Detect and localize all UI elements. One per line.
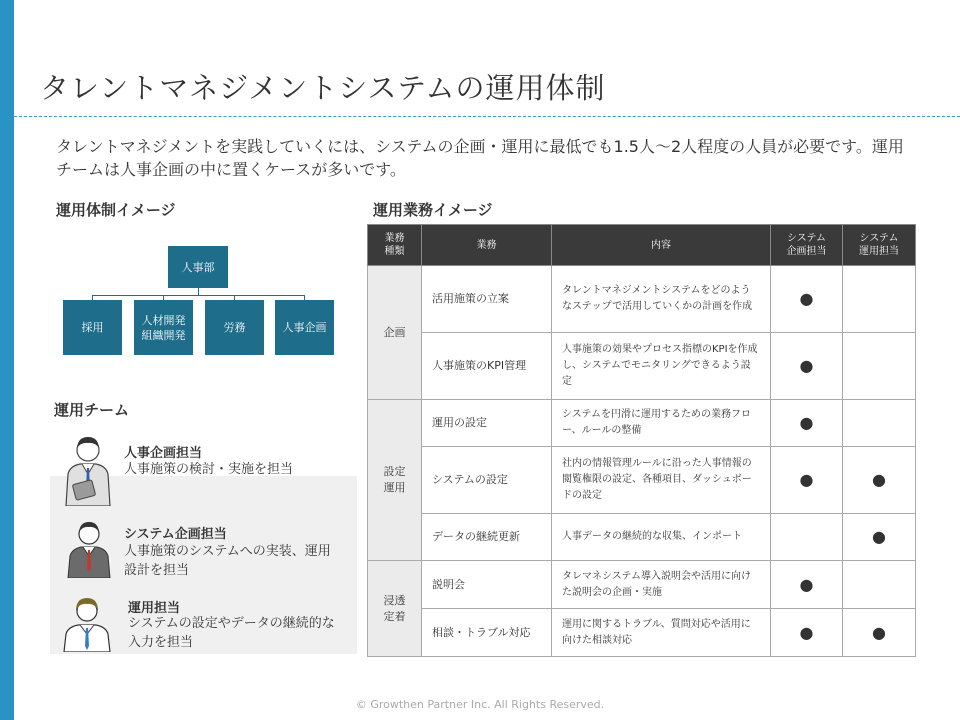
content-cell: 運用に関するトラブル、質問対応や活用に向けた相談対応 bbox=[552, 609, 771, 657]
team-heading: 運用チーム bbox=[54, 401, 130, 419]
column-header: 業務 種類 bbox=[368, 225, 422, 266]
table-row bbox=[368, 400, 916, 447]
member-name: システム企画担当 bbox=[124, 527, 227, 542]
content-cell: タレマネシステム導入説明会や活用に向けた説明会の企画・実施 bbox=[552, 561, 771, 609]
copyright-footer: © Growthen Partner Inc. All Rights Reserved. bbox=[355, 698, 605, 711]
plan-mark-cell: ● bbox=[771, 609, 843, 657]
content-cell: 人事施策の効果やプロセス指標のKPIを作成し、システムでモニタリングできるよう設定 bbox=[552, 333, 771, 400]
column-header: システム 企画担当 bbox=[771, 225, 843, 266]
ops-mark-cell: ● bbox=[843, 609, 916, 657]
table-row bbox=[368, 561, 916, 609]
member-description: システムの設定やデータの継続的な入力を担当 bbox=[128, 616, 335, 650]
content-cell: システムを円滑に運用するための業務フロー、ルールの整備 bbox=[552, 400, 771, 447]
ops-mark-cell: ● bbox=[843, 514, 916, 561]
org-child-box: 採用 bbox=[63, 300, 122, 355]
task-cell: 運用の設定 bbox=[422, 400, 552, 447]
category-cell: 設定 運用 bbox=[368, 400, 422, 561]
member-name: 人事企画担当 bbox=[124, 446, 203, 461]
content-cell: 人事データの継続的な収集、インポート bbox=[552, 514, 771, 561]
task-cell: 相談・トラブル対応 bbox=[422, 609, 552, 657]
org-child-box: 労務 bbox=[205, 300, 264, 355]
plan-mark-cell: ● bbox=[771, 561, 843, 609]
ops-mark-cell bbox=[843, 561, 916, 609]
ops-mark-cell bbox=[843, 266, 916, 333]
plan-mark-cell: ● bbox=[771, 333, 843, 400]
plan-mark-cell: ● bbox=[771, 400, 843, 447]
operator-person-icon bbox=[60, 594, 114, 652]
table-row bbox=[368, 447, 916, 514]
plan-mark-cell: ● bbox=[771, 266, 843, 333]
plan-mark-cell bbox=[771, 514, 843, 561]
column-header: 内容 bbox=[552, 225, 771, 266]
ops-heading: 運用業務イメージ bbox=[373, 201, 493, 219]
table-row bbox=[368, 609, 916, 657]
title-divider bbox=[14, 116, 960, 117]
table-row bbox=[368, 514, 916, 561]
content-cell: タレントマネジメントシステムをどのようなステップで活用していくかの計画を作成 bbox=[552, 266, 771, 333]
content-cell: 社内の情報管理ルールに沿った人事情報の閲覧権限の設定、各種項目、ダッシュボードの設定 bbox=[552, 447, 771, 514]
org-child-box: 人事企画 bbox=[275, 300, 334, 355]
org-root-box: 人事部 bbox=[168, 246, 228, 288]
manager-person-icon bbox=[60, 430, 116, 506]
planner-person-icon bbox=[64, 516, 114, 578]
member-description: 人事施策の検討・実施を担当 bbox=[124, 462, 294, 477]
org-heading: 運用体制イメージ bbox=[56, 201, 176, 219]
left-accent-bar bbox=[0, 0, 14, 720]
task-cell: システムの設定 bbox=[422, 447, 552, 514]
plan-mark-cell: ● bbox=[771, 447, 843, 514]
intro-text: タレントマネジメントを実践していくには、システムの企画・運用に最低でも1.5人～2人程度の人員が必要です。運用チームは人事企画の中に置くケースが多いです。 bbox=[56, 137, 904, 179]
page-title: タレントマネジメントシステムの運用体制 bbox=[40, 71, 606, 105]
ops-mark-cell: ● bbox=[843, 447, 916, 514]
ops-mark-cell bbox=[843, 333, 916, 400]
org-connector bbox=[198, 288, 199, 295]
org-child-box: 人材開発 組織開発 bbox=[134, 300, 193, 355]
operations-table bbox=[367, 224, 916, 657]
member-name: 運用担当 bbox=[128, 601, 181, 616]
table-header-row bbox=[368, 225, 916, 266]
task-cell: データの継続更新 bbox=[422, 514, 552, 561]
task-cell: 活用施策の立案 bbox=[422, 266, 552, 333]
category-cell: 浸透 定着 bbox=[368, 561, 422, 657]
org-connector bbox=[92, 295, 305, 296]
table-row bbox=[368, 333, 916, 400]
table-row bbox=[368, 266, 916, 333]
column-header: 業務 bbox=[422, 225, 552, 266]
category-cell: 企画 bbox=[368, 266, 422, 400]
ops-mark-cell bbox=[843, 400, 916, 447]
task-cell: 人事施策のKPI管理 bbox=[422, 333, 552, 400]
task-cell: 説明会 bbox=[422, 561, 552, 609]
member-description: 人事施策のシステムへの実装、運用設計を担当 bbox=[124, 544, 331, 578]
column-header: システム 運用担当 bbox=[843, 225, 916, 266]
